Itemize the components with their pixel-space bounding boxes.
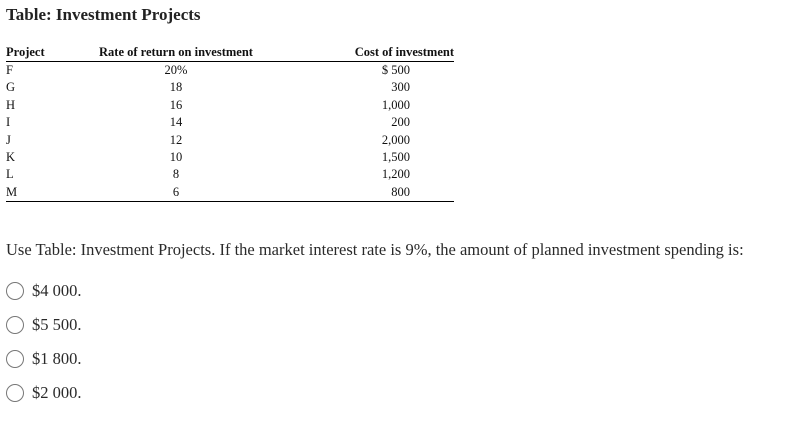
project-cell: F [6, 63, 13, 77]
radio-button-4[interactable] [6, 384, 24, 402]
project-cell: K [6, 150, 16, 165]
column-header-project: Project [6, 43, 66, 62]
rate-cell: 16 [169, 97, 183, 112]
question-text: Use Table: Investment Projects. If the market interest rate is 9%, the amount of planned investment spending is: [6, 240, 744, 259]
table-row [6, 114, 454, 131]
project-cell: G [6, 80, 16, 95]
radio-button-1[interactable] [6, 282, 24, 300]
answer-option-label: $1 800. [32, 349, 82, 368]
rate-cell: 10 [169, 150, 183, 165]
cost-cell: 800 [286, 184, 454, 202]
table-row [6, 79, 454, 96]
rate-cell: 20% [164, 63, 188, 77]
table-row [6, 97, 454, 114]
cost-cell: 1,200 [381, 167, 410, 182]
project-cell: M [6, 184, 66, 202]
answer-option-4[interactable] [6, 376, 82, 410]
answer-option-label: $2 000. [32, 383, 82, 402]
column-header-rate-of-return: Rate of return on investment [66, 43, 286, 62]
investment-projects-table [6, 43, 454, 202]
cost-cell: 200 [391, 115, 410, 130]
answer-options [6, 274, 82, 410]
project-cell: J [6, 132, 11, 147]
answer-option-label: $5 500. [32, 315, 82, 334]
table-row [6, 62, 454, 80]
cost-cell: $ 500 [381, 63, 410, 77]
rate-cell: 12 [169, 132, 183, 147]
answer-option-3[interactable] [6, 342, 82, 376]
project-cell: I [6, 115, 11, 130]
rate-cell: 6 [66, 184, 286, 202]
project-cell: H [6, 97, 16, 112]
table-row [6, 132, 454, 149]
cost-cell: 2,000 [381, 132, 410, 147]
table-header-row [6, 43, 454, 62]
table-row [6, 166, 454, 183]
cost-cell: 300 [391, 80, 410, 95]
radio-button-3[interactable] [6, 350, 24, 368]
rate-cell: 14 [169, 115, 183, 130]
cost-cell: 1,500 [381, 150, 410, 165]
answer-option-2[interactable] [6, 308, 82, 342]
table-row [6, 184, 454, 202]
rate-cell: 18 [169, 80, 183, 95]
page-title: Table: Investment Projects [6, 5, 201, 24]
cost-cell: 1,000 [381, 97, 410, 112]
answer-option-label: $4 000. [32, 281, 82, 300]
column-header-cost-of-investment: Cost of investment [286, 43, 454, 62]
table-row [6, 149, 454, 166]
answer-option-1[interactable] [6, 274, 82, 308]
rate-cell: 8 [172, 167, 180, 182]
project-cell: L [6, 167, 14, 182]
radio-button-2[interactable] [6, 316, 24, 334]
